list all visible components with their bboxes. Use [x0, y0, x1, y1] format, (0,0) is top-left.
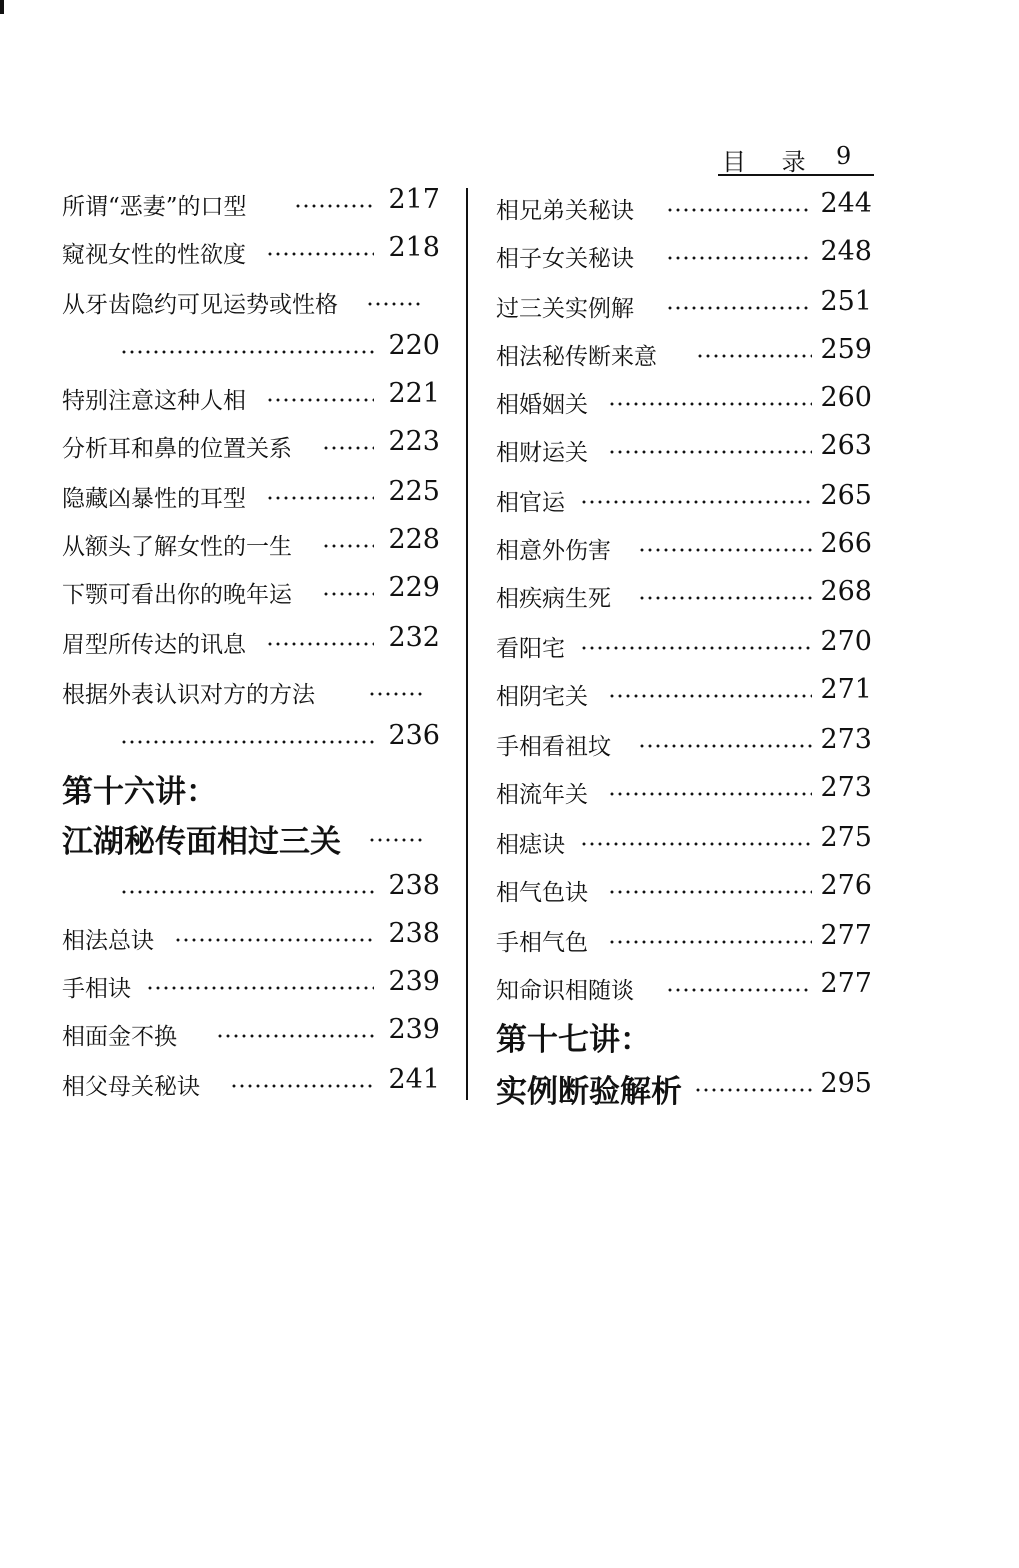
dot-leader [120, 350, 374, 354]
toc-entry-title: 所谓“恶妻”的口型 [62, 194, 247, 220]
dot-leader [666, 306, 812, 310]
toc-entry-continuation[interactable] [62, 716, 440, 760]
toc-entry-page: 273 [820, 772, 872, 803]
toc-entry[interactable] [62, 1010, 440, 1054]
toc-entry-title: 隐藏凶暴性的耳型 [62, 486, 246, 512]
toc-entry-page: 275 [820, 822, 872, 853]
dot-leader [266, 252, 374, 256]
dot-leader [146, 986, 374, 990]
toc-entry[interactable] [62, 568, 440, 612]
toc-entry-title: 相法总诀 [62, 928, 154, 954]
toc-entry-page: 277 [820, 968, 872, 999]
toc-entry[interactable] [496, 916, 872, 960]
dot-leader [608, 890, 812, 894]
toc-entry-page: 295 [820, 1068, 872, 1099]
toc-entry-title: 相父母关秘诀 [62, 1074, 200, 1100]
toc-entry-page: 251 [820, 286, 872, 317]
toc-entry-title: 相意外伤害 [496, 538, 611, 564]
toc-entry-title: 相流年关 [496, 782, 588, 808]
toc-entry-page: 260 [820, 382, 872, 413]
toc-entry-title: 相痣诀 [496, 832, 565, 858]
toc-section-heading[interactable] [62, 764, 440, 808]
page-header [718, 140, 874, 176]
toc-entry[interactable] [496, 768, 872, 812]
toc-entry-page: 273 [820, 724, 872, 755]
toc-entry-title: 相兄弟关秘诀 [496, 198, 634, 224]
dot-leader [294, 204, 374, 208]
toc-entry[interactable] [496, 426, 872, 470]
dot-leader [322, 592, 374, 596]
toc-entry-page: 217 [388, 184, 440, 215]
toc-entry-title: 相官运 [496, 490, 565, 516]
toc-entry-title: 相婚姻关 [496, 392, 588, 418]
toc-entry-title: 相气色诀 [496, 880, 588, 906]
column-divider [466, 188, 468, 1100]
dot-leader [580, 500, 812, 504]
toc-entry-title: 手相诀 [62, 976, 131, 1002]
toc-entry-title: 过三关实例解 [496, 296, 634, 322]
toc-entry-title: 从牙齿隐约可见运势或性格 [62, 292, 338, 318]
toc-entry[interactable] [496, 866, 872, 910]
toc-entry-page: 220 [388, 330, 440, 361]
toc-entry-page: 265 [820, 480, 872, 511]
toc-entry-title: 特别注意这种人相 [62, 388, 246, 414]
page-number: 9 [836, 142, 852, 170]
toc-entry[interactable] [62, 374, 440, 418]
toc-entry[interactable] [496, 476, 872, 520]
toc-entry-title: 分析耳和鼻的位置关系 [62, 436, 292, 462]
toc-entry-page: 236 [388, 720, 440, 751]
toc-entry-title: 相财运关 [496, 440, 588, 466]
toc-entry[interactable] [62, 1060, 440, 1104]
toc-entry-page: 238 [388, 870, 440, 901]
dot-leader [120, 890, 374, 894]
toc-entry-page: 276 [820, 870, 872, 901]
toc-entry-page: 229 [388, 572, 440, 603]
toc-entry-page: 225 [388, 476, 440, 507]
toc-entry-title: 相面金不换 [62, 1024, 177, 1050]
dot-leader [666, 988, 812, 992]
toc-entry-page: 244 [820, 188, 872, 219]
toc-entry-page: 228 [388, 524, 440, 555]
toc-entry[interactable] [496, 184, 872, 228]
toc-entry-page: 270 [820, 626, 872, 657]
dot-leader [580, 842, 812, 846]
dot-leader [322, 446, 374, 450]
dot-leader [266, 398, 374, 402]
toc-entry-page: 221 [388, 378, 440, 409]
dot-leader [230, 1084, 374, 1088]
toc-entry-page: 266 [820, 528, 872, 559]
toc-section-heading[interactable] [496, 1064, 872, 1108]
toc-entry-continuation[interactable] [62, 866, 440, 910]
toc-entry-page: 263 [820, 430, 872, 461]
toc-entry-title: 根据外表认识对方的方法 [62, 682, 315, 708]
toc-entry-page: 239 [388, 966, 440, 997]
toc-entry-title: 手相看祖坟 [496, 734, 611, 760]
dot-leader [366, 302, 420, 306]
toc-entry[interactable] [496, 282, 872, 326]
toc-entry[interactable] [496, 670, 872, 714]
dot-leader [580, 646, 812, 650]
toc-entry-title: 相疾病生死 [496, 586, 611, 612]
toc-section-heading[interactable] [62, 814, 440, 858]
toc-entry[interactable] [496, 378, 872, 422]
scan-edge-mark [0, 0, 4, 14]
toc-entry[interactable] [62, 668, 440, 712]
dot-leader [608, 940, 812, 944]
dot-leader [266, 642, 374, 646]
toc-entry-page: 271 [820, 674, 872, 705]
toc-entry[interactable] [496, 572, 872, 616]
toc-entry[interactable] [62, 228, 440, 272]
dot-leader [608, 792, 812, 796]
toc-entry[interactable] [62, 422, 440, 466]
toc-entry[interactable] [62, 914, 440, 958]
toc-entry[interactable] [62, 520, 440, 564]
toc-entry[interactable] [496, 524, 872, 568]
toc-entry[interactable] [496, 622, 872, 666]
toc-entry[interactable] [62, 180, 440, 224]
toc-entry-title: 下颚可看出你的晚年运 [62, 582, 292, 608]
toc-entry[interactable] [496, 818, 872, 862]
toc-entry-page: 277 [820, 920, 872, 951]
toc-entry-page: 238 [388, 918, 440, 949]
dot-leader [368, 838, 422, 842]
dot-leader [638, 596, 812, 600]
dot-leader [666, 256, 812, 260]
dot-leader [120, 740, 374, 744]
dot-leader [216, 1034, 374, 1038]
dot-leader [608, 402, 812, 406]
toc-entry[interactable] [496, 720, 872, 764]
toc-entry-title: 窥视女性的性欲度 [62, 242, 246, 268]
toc-entry-page: 223 [388, 426, 440, 457]
toc-entry[interactable] [496, 964, 872, 1008]
section-heading-title: 实例断验解析 [496, 1074, 682, 1110]
toc-entry[interactable] [62, 962, 440, 1006]
toc-entry[interactable] [496, 330, 872, 374]
toc-entry[interactable] [62, 618, 440, 662]
toc-entry-page: 241 [388, 1064, 440, 1095]
dot-leader [174, 938, 374, 942]
toc-entry-title: 手相气色 [496, 930, 588, 956]
toc-entry-title: 从额头了解女性的一生 [62, 534, 292, 560]
toc-entry-page: 239 [388, 1014, 440, 1045]
toc-entry[interactable] [62, 278, 440, 322]
dot-leader [608, 450, 812, 454]
dot-leader [368, 692, 422, 696]
dot-leader [638, 548, 812, 552]
dot-leader [696, 354, 812, 358]
section-heading-title: 江湖秘传面相过三关 [62, 824, 341, 860]
toc-entry-page: 248 [820, 236, 872, 267]
dot-leader [694, 1088, 812, 1092]
toc-entry-page: 268 [820, 576, 872, 607]
toc-entry-title: 相子女关秘诀 [496, 246, 634, 272]
dot-leader [638, 744, 812, 748]
toc-entry-page: 232 [388, 622, 440, 653]
section-heading-title: 第十七讲： [496, 1022, 651, 1058]
header-label: 目 录 [722, 148, 820, 176]
toc-entry-page: 259 [820, 334, 872, 365]
toc-entry-title: 相法秘传断来意 [496, 344, 657, 370]
toc-entry[interactable] [62, 472, 440, 516]
toc-entry[interactable] [496, 232, 872, 276]
dot-leader [266, 496, 374, 500]
dot-leader [322, 544, 374, 548]
toc-entry-title: 相阴宅关 [496, 684, 588, 710]
dot-leader [608, 694, 812, 698]
toc-section-heading[interactable] [496, 1012, 872, 1056]
toc-entry-page: 218 [388, 232, 440, 263]
section-heading-title: 第十六讲： [62, 774, 217, 810]
toc-entry-title: 知命识相随谈 [496, 978, 634, 1004]
toc-entry-title: 眉型所传达的讯息 [62, 632, 246, 658]
toc-entry-title: 看阳宅 [496, 636, 565, 662]
dot-leader [666, 208, 812, 212]
toc-entry-continuation[interactable] [62, 326, 440, 370]
